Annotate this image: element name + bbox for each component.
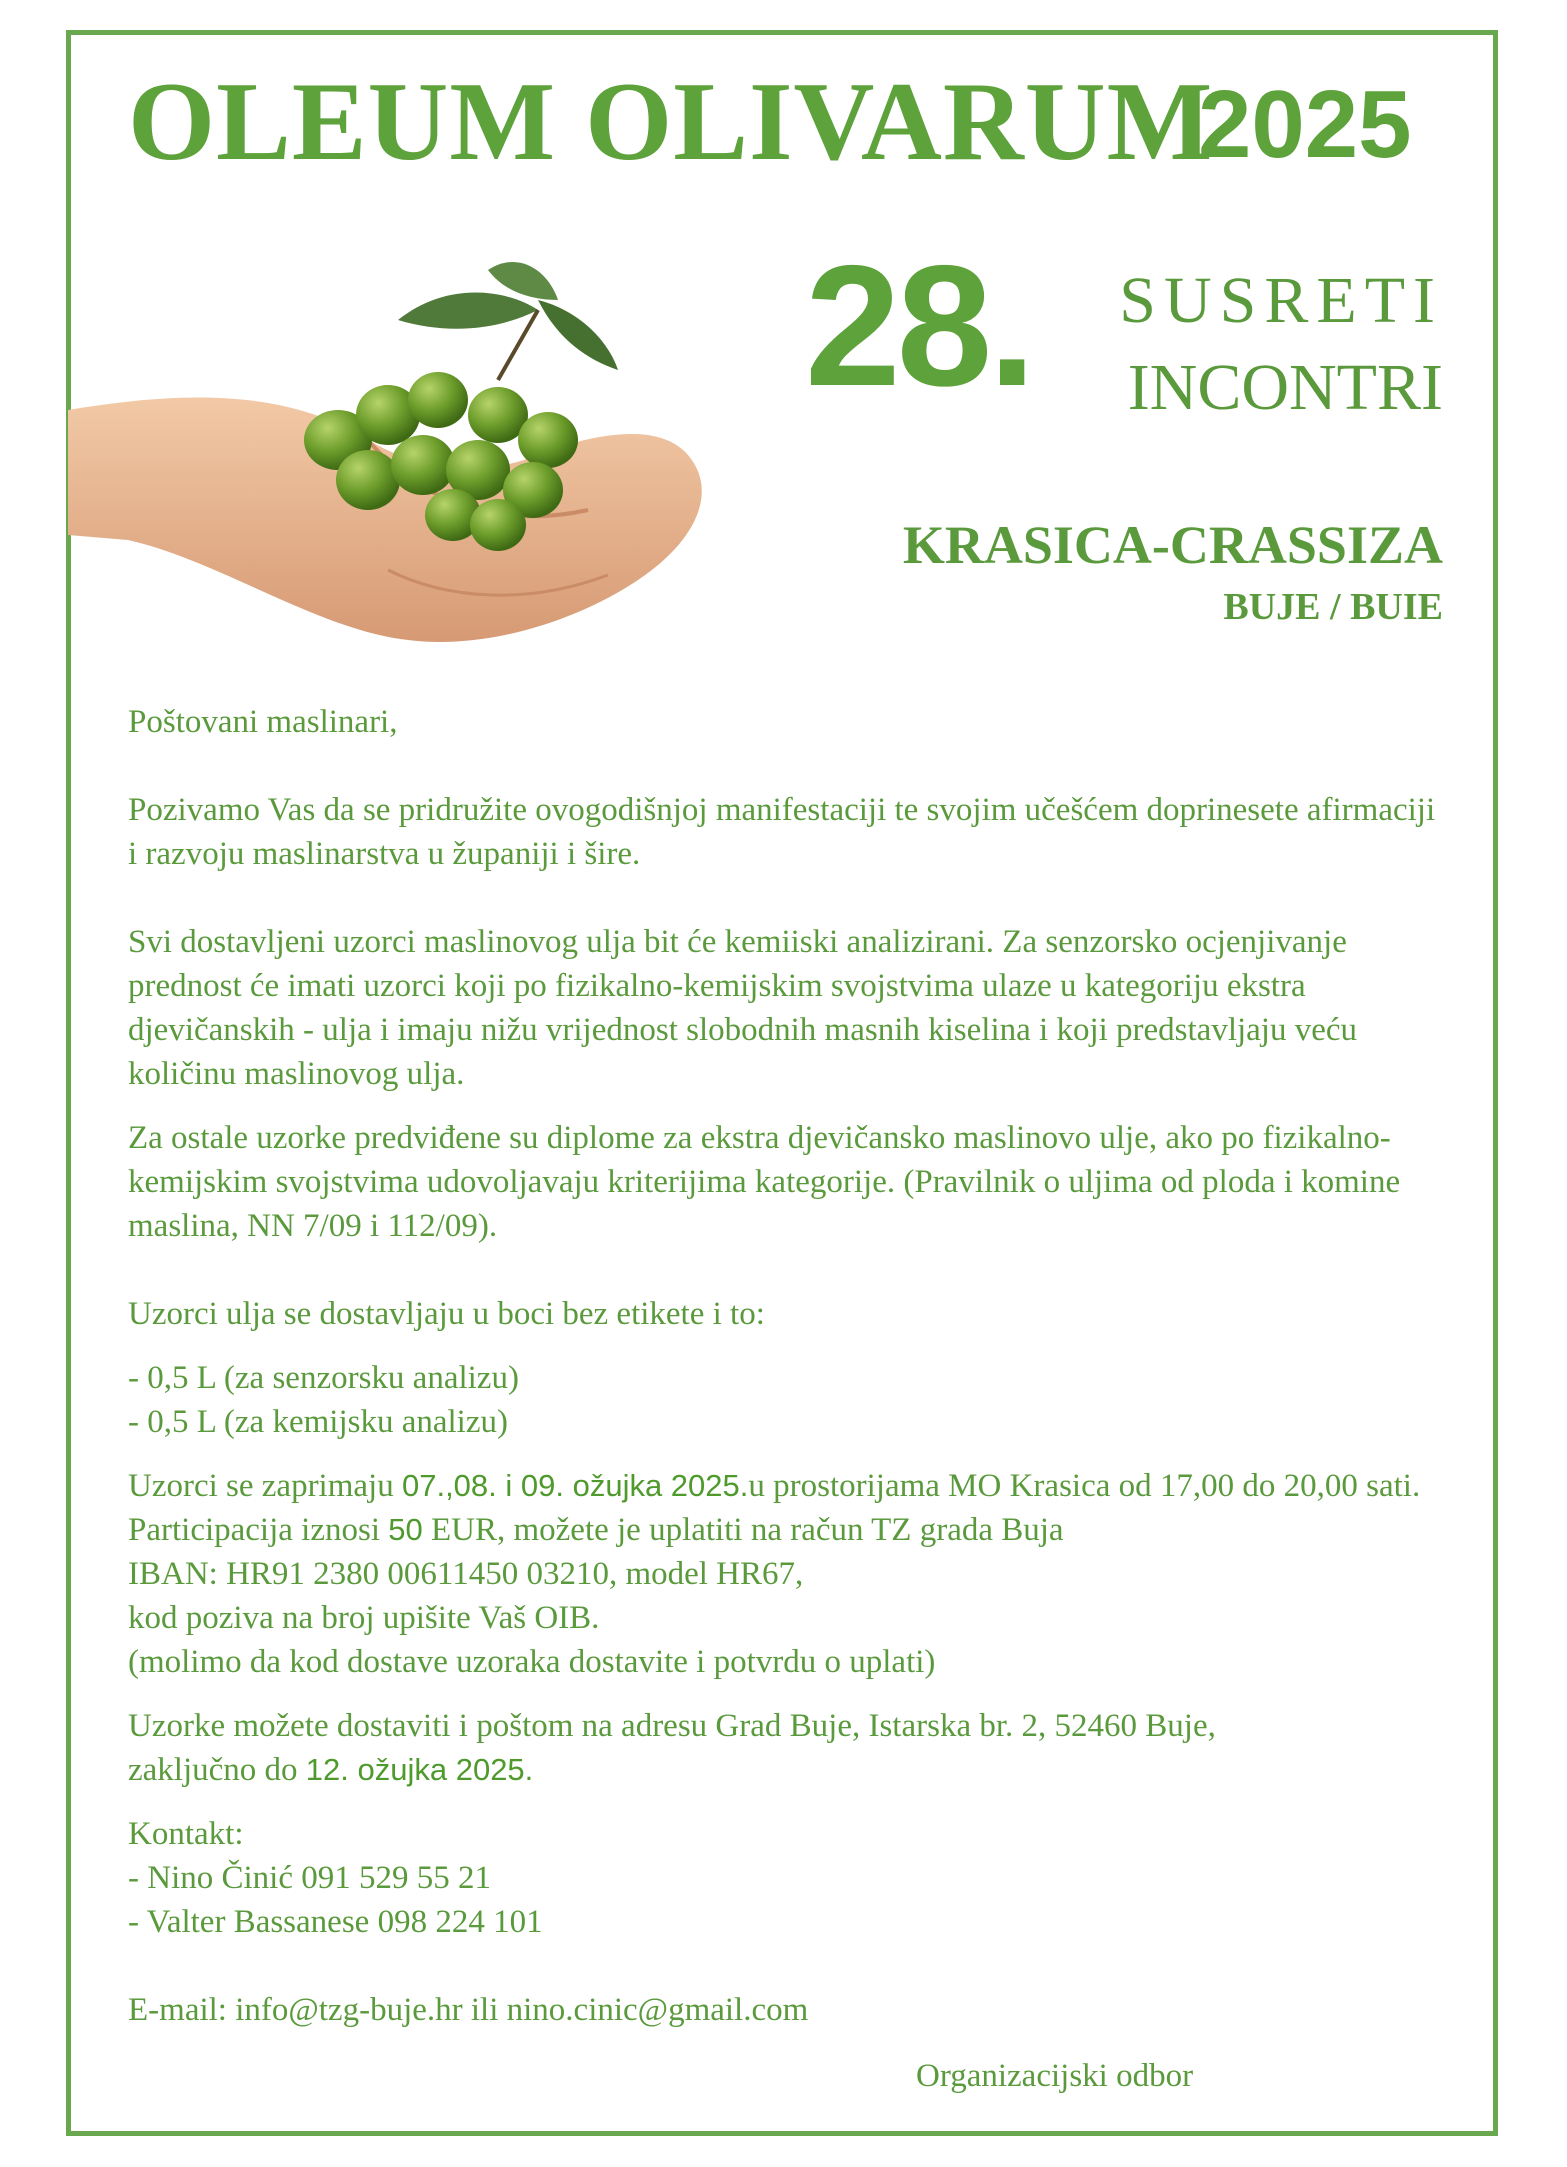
fee-amount: 50 [388,1512,423,1547]
edition-number: 28. [805,230,1033,422]
email-contacts: E-mail: info@tzg-buje.hr ili nino.cinic@gmail.com [128,1992,809,2028]
mail-deadline: zaključno do 12. ožujka 2025. [128,1752,534,1788]
paragraph-analysis: Svi dostavljeni uzorci maslinovog ulja bit će kemiiski analizirani. Za senzorsko ocjenjivanje prednost će imati uzorci koji po fizikalno-kemijskim svojstvima ulaze u kategoriju ekstra djevičanskih - ulja i imaju nižu vrijednost slobodnih masnih kiselina i koji predstavljaju veću količinu maslinovog ulja. [128,924,1358,1092]
paragraph-invitation: Pozivamo Vas da se pridružite ovogodišnjoj manifestaciji te svojim učešćem doprinesete afirmaciji i razvoju maslinarstva u županiji i šire. [128,792,1436,872]
payment-note: (molimo da kod dostave uzoraka dostavite i potvrdu o uplati) [128,1644,936,1680]
iban-info: IBAN: HR91 2380 00611450 03210, model HR67, [128,1556,804,1592]
fee-info: Participacija iznosi 50 EUR, možete je uplatiti na račun TZ grada Buja [128,1512,1064,1548]
greeting: Poštovani maslinari, [128,704,398,740]
mail-address: Uzorke možete dostaviti i poštom na adresu Grad Buje, Istarska br. 2, 52460 Buje, [128,1708,1216,1744]
event-location: KRASICA-CRASSIZA [902,515,1443,575]
receiving-dates: 07.,08. i 09. ožujka 2025. [401,1468,749,1503]
contact-valter: - Valter Bassanese 098 224 101 [128,1904,543,1940]
contact-label: Kontakt: [128,1816,244,1852]
event-title: OLEUM OLIVARUM [128,60,1214,184]
event-name-hr: SUSRETI [1119,264,1443,337]
reference-info: kod poziva na broj upišite Vaš OIB. [128,1600,600,1636]
event-town: BUJE / BUIE [1223,586,1443,628]
signature: Organizacijski odbor [916,2058,1194,2094]
invitation-letter [128,700,1438,2032]
deadline-date: 12. ožujka 2025. [305,1752,534,1787]
samples-intro: Uzorci ulja se dostavljaju u boci bez etikete i to: [128,1296,765,1332]
event-name-it: INCONTRI [1127,351,1443,424]
sample-item-sensory: - 0,5 L (za senzorsku analizu) [128,1360,519,1396]
receiving-info: Uzorci se zaprimaju 07.,08. i 09. ožujka 2025.u prostorijama MO Krasica od 17,00 do 20,00 sati. [128,1468,1421,1504]
event-year: 2025 [1198,71,1412,178]
olives-in-hand-image [68,240,748,680]
contact-nino: - Nino Činić 091 529 55 21 [128,1860,491,1896]
sample-item-chemical: - 0,5 L (za kemijsku analizu) [128,1404,508,1440]
paragraph-diplomas: Za ostale uzorke predviđene su diplome za ekstra djevičansko maslinovo ulje, ako po fizikalno-kemijskim svojstvima udovoljavaju kriterijima kategorije. (Pravilnik o uljima od ploda i komine maslina, NN 7/09 i 112/09). [128,1120,1401,1244]
